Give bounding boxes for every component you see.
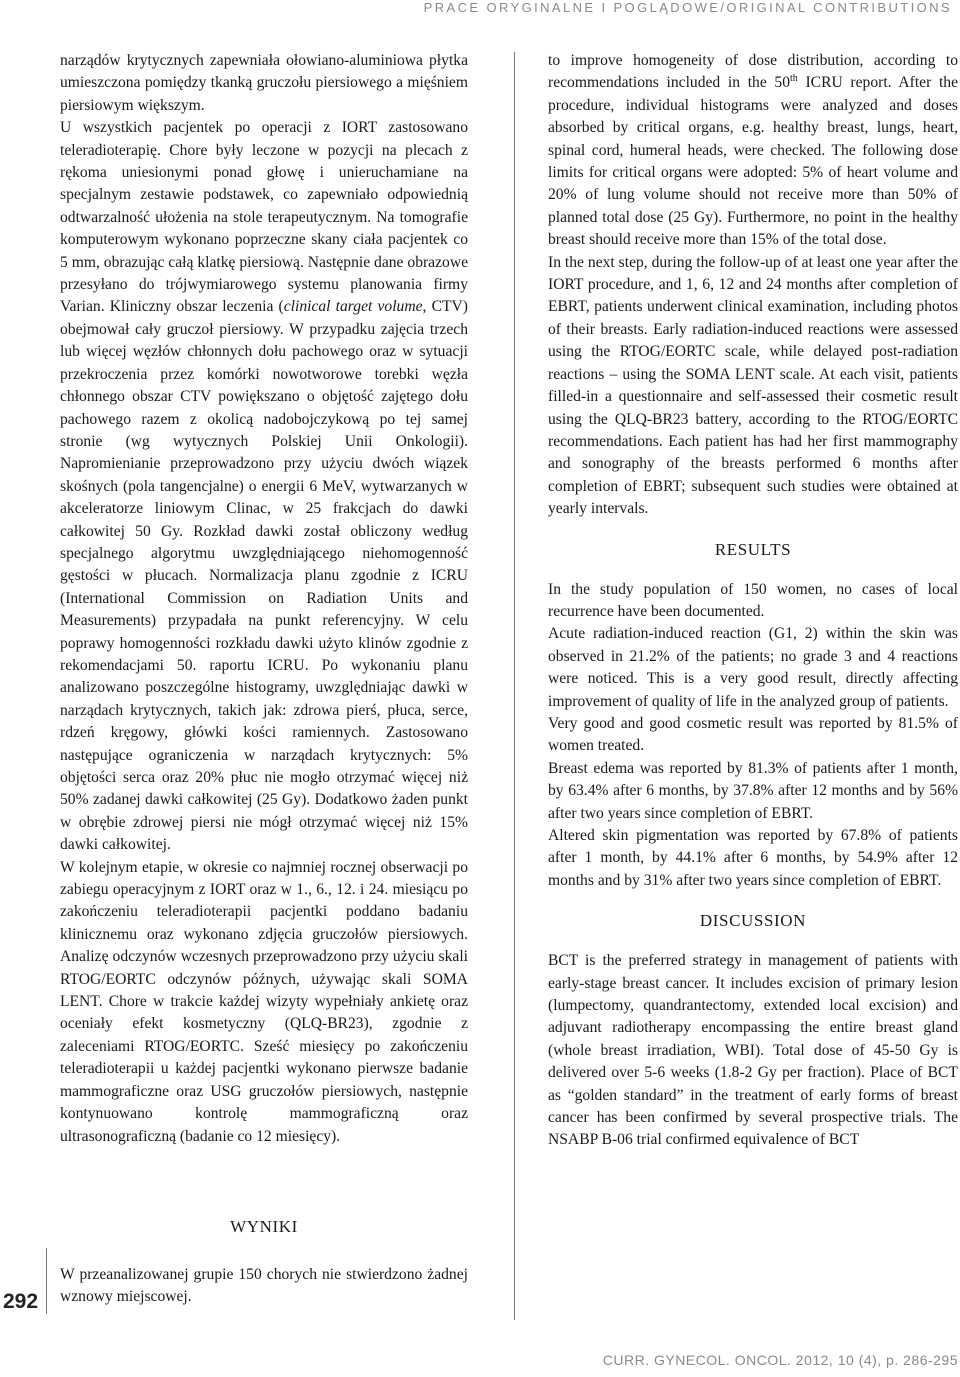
paragraph: Very good and good cosmetic result was reported by 81.5% of women treated. <box>548 714 958 755</box>
paragraph: BCT is the preferred strategy in management of patients with early-stage breast cancer. It includes excision of primary lesion (lumpectomy, quandrantectomy, extended local excision) and adjuvant radiotherapy encompassing the entire breast gland (whole breast irradiation, WBI). Total dose of 45-50 Gy is delivered over 5-6 weeks (1.8-2 Gy per fraction). Place of BCT as “golden standard” in the treatment of early forms of breast cancer has been confirmed by several prospective trials. The NSABP B-06 trial confirmed equivalence of BCT <box>548 952 958 1149</box>
paragraph: Acute radiation-induced reaction (G1, 2) within the skin was observed in 21.2% of the patients; no grade 3 and 4 reactions were noticed. This is a very good result, directly affecting improvement of quality of life in the analyzed group of patients. <box>548 625 958 710</box>
left-column <box>60 50 468 1148</box>
column-divider <box>514 52 515 1320</box>
paragraph: In the study population of 150 women, no cases of local recurrence have been documented. <box>548 580 958 620</box>
paragraph: W kolejnym etapie, w okresie co najmniej rocznej obserwacji po zabiegu operacyjnym z IORT oraz w 1., 6., 12. i 24. miesiącu po zakończeniu teleradioterapii pacjentki poddano badaniu klinicznemu oraz wykonano zdjęcia gruczołów piersiowych. Analizę odczynów wczesnych przeprowadzono przy użyciu skali RTOG/EORTC odczynów późnych, używając skali SOMA LENT. Chore w trakcie każdej wizyty wypełniały ankietę oraz oceniały efekt kosmetyczny (QLQ-BR23), zgodnie z zaleceniami RTOG/EORTC. Sześć miesięcy po zakończeniu teleradioterapii u każdej pacjentki wykonano pierwsze badanie mammograficzne oraz USG gruczołów piersiowych, następnie kontynuowano kontrolę mammograficzną oraz ultrasonograficzną (badanie co 12 miesięcy). <box>60 858 468 1145</box>
running-head: PRACE ORYGINALNE I POGLĄDOWE/ORIGINAL CONTRIBUTIONS <box>423 0 952 15</box>
paragraph: to improve homogeneity of dose distribution, according to recommendations included in the 50th ICRU report. After the procedure, individual histograms were analyzed and doses absorbed by critical organs, e.g. healthy breast, lungs, heart, spinal cord, humeral heads, were checked. The following dose limits for critical organs were adopted: 5% of heart volume and 20% of lung volume should not receive more than 50% of planned total dose (25 Gy). Furthermore, no point in the healthy breast should receive more than 15% of the total dose. <box>548 52 958 249</box>
section-heading-discussion: DISCUSSION <box>699 911 807 931</box>
paragraph: In the next step, during the follow-up of at least one year after the IORT procedure, and 1, 6, 12 and 24 months after completion of EBRT, patients underwent clinical examination, including photos of their breasts. Early radiation-induced reactions were assessed using the RTOG/EORTC scale, while delayed post-radiation reactions – using the SOMA LENT scale. At each visit, patients filled-in a questionnaire and self-assessed their cosmetic result using the QLQ-BR23 battery, according to the RTOG/EORTC recommendations. Each patient has had her first mammography and sonography of the breasts performed 6 months after completion of EBRT; subsequent such studies were obtained at yearly intervals. <box>548 253 958 518</box>
journal-citation: CURR. GYNECOL. ONCOL. 2012, 10 (4), p. 286-295 <box>602 1352 958 1368</box>
paragraph: Altered skin pigmentation was reported by 67.8% of patients after 1 month, by 44.1% after 6 months, by 54.9% after 12 months and by 31% after two years since completion of EBRT. <box>548 827 958 889</box>
section-heading-results: RESULTS <box>714 539 792 559</box>
page-number: 292 <box>3 1290 39 1313</box>
paragraph: U wszystkich pacjentek po operacji z IORT zastosowano teleradioterapię. Chore były leczone w pozycji na plecach z rękoma uniesionymi ponad głowę i unieruchamiane na specjalnym zestawie podstawek, co zapewniało odpowiednią odtwarzalność ułożenia na stole terapeutycznym. Na tomografie komputerowym wykonano poprzeczne skany ciała pacjentek co 5 mm, obrazując całą klatkę piersiową. Następnie dane obrazowe przesyłano do trójwymiarowego systemu planowania firmy Varian. Kliniczny obszar leczenia (clinical target volume, CTV) obejmował cały gruczoł piersiowy. W przypadku zajęcia trzech lub więcej węzłów chłonnych dołu pachowego oraz w sytuacji przekroczenia przez komórki nowotworowe torebki węzła chłonnego obszar CTV powiększano o objętość zajętego dołu pachowego razem z okolicą nadobojczykową po tej samej stronie (wg wytycznych Polskiej Unii Onkologii). Napromienianie przeprowadzono przy użyciu dwóch wiązek skośnych (pola tangencjalne) o energii 6 MeV, wytwarzanych w akceleratorze liniowym Clinac, w 25 frakcjach do dawki całkowitej 50 Gy. Rozkład dawki został obliczony według specjalnego algorytmu uwzględniającego niehomogenność gęstości w płucach. Normalizacja planu zgodnie z ICRU (International Commission on Radiation Units and Measurements) przypadała na punkt referencyjny. W celu poprawy homogenności rozkładu dawki użyto klinów zgodnie z rekomendacjami 50. raportu ICRU. Po wykonaniu planu analizowano poszczególne histogramy, uwzględniając dawki w narządach krytycznych, takich jak: zdrowa pierś, płuca, serce, rdzeń kręgowy, główki kości ramiennych. Zastosowano następujące ograniczenia w narządach krytycznych: 5% objętości serca oraz 20% płuc nie mogło otrzymać więcej niż 50% zadanej dawki całkowitej (25 Gy). Dodatkowo żaden punkt w obrębie zdrowej piersi nie mógł otrzymać więcej niż 15% dawki całkowitej. <box>60 119 468 854</box>
right-column <box>548 50 958 1152</box>
superscript: th <box>790 73 798 85</box>
paragraph: W przeanalizowanej grupie 150 chorych nie stwierdzono żadnej wznowy miejscowej. <box>60 1266 468 1306</box>
paragraph: narządów krytycznych zapewniała ołowiano-aluminiowa płytka umieszczona pomiędzy tkanką gruczołu piersiowego a mięśniem piersiowym większym. <box>60 52 468 114</box>
paragraph: Breast edema was reported by 81.3% of patients after 1 month, by 63.4% after 6 months, by 37.8% after 12 months and by 56% after two years since completion of EBRT. <box>548 759 958 822</box>
page-number-rule <box>46 1248 47 1314</box>
italic-term: clinical target volume <box>283 298 423 316</box>
section-heading-wyniki: WYNIKI <box>230 1217 298 1236</box>
